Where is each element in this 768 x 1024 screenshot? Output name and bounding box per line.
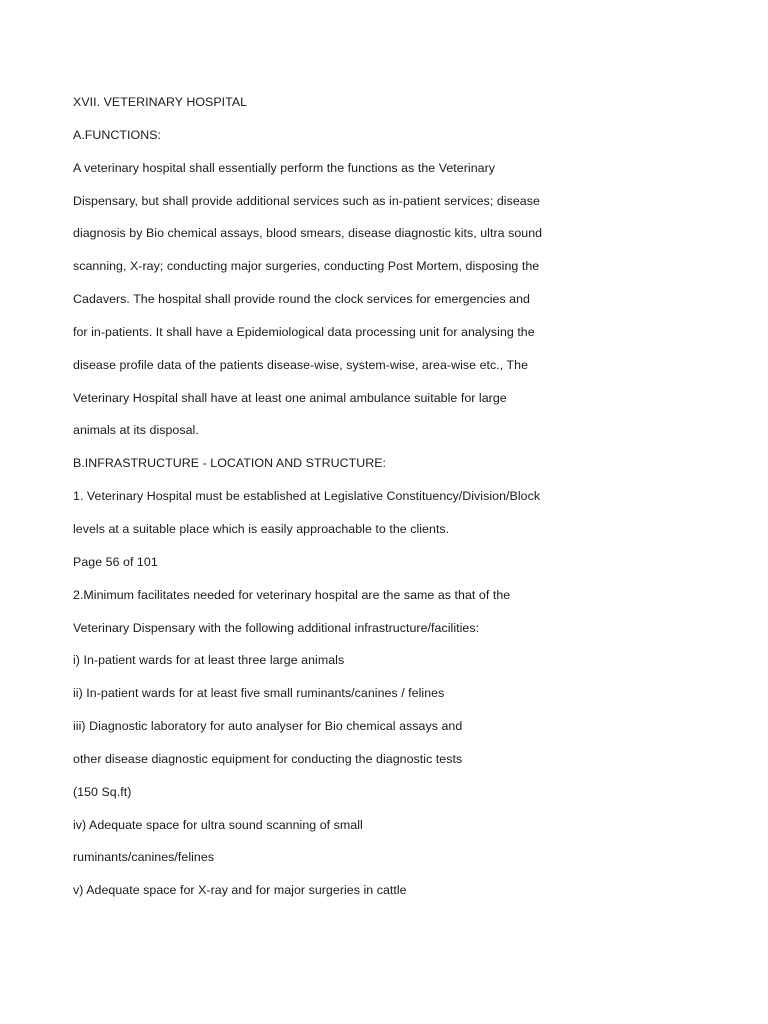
paragraph-line: for in-patients. It shall have a Epidemiological data processing unit for analysing the (73, 324, 535, 339)
list-item: iii) Diagnostic laboratory for auto analyser for Bio chemical assays and (73, 719, 463, 734)
paragraph-line: scanning, X-ray; conducting major surgeries, conducting Post Mortem, disposing the (73, 259, 540, 274)
list-item: i) In-patient wards for at least three large animals (73, 653, 345, 668)
list-item: iv) Adequate space for ultra sound scanning of small (73, 817, 363, 832)
page-number: Page 56 of 101 (73, 554, 158, 569)
list-item-continuation: levels at a suitable place which is easily approachable to the clients. (73, 521, 450, 536)
paragraph-line: Dispensary, but shall provide additional services such as in-patient services; disease (73, 193, 540, 208)
paragraph-line: disease profile data of the patients disease-wise, system-wise, area-wise etc., The (73, 357, 529, 372)
paragraph-line: Veterinary Hospital shall have at least one animal ambulance suitable for large (73, 390, 507, 405)
list-item-continuation: (150 Sq.ft) (73, 784, 132, 799)
list-item-continuation: ruminants/canines/felines (73, 850, 215, 865)
paragraph-line: A veterinary hospital shall essentially perform the functions as the Veterinary (73, 160, 496, 175)
paragraph-line: animals at its disposal. (73, 423, 199, 438)
list-item-continuation: Veterinary Dispensary with the following additional infrastructure/facilities: (73, 620, 480, 635)
paragraph-line: diagnosis by Bio chemical assays, blood smears, disease diagnostic kits, ultra sound (73, 226, 543, 241)
document-body (73, 90, 713, 911)
paragraph-line: Cadavers. The hospital shall provide round the clock services for emergencies and (73, 292, 531, 307)
subsection-heading: A.FUNCTIONS: (73, 127, 162, 142)
list-item-continuation: other disease diagnostic equipment for conducting the diagnostic tests (73, 751, 463, 766)
list-item: 1. Veterinary Hospital must be established at Legislative Constituency/Division/Block (73, 489, 541, 504)
section-heading: XVII. VETERINARY HOSPITAL (73, 95, 248, 109)
subsection-heading: B.INFRASTRUCTURE - LOCATION AND STRUCTURE: (73, 456, 387, 471)
list-item: v) Adequate space for X-ray and for major surgeries in cattle (73, 883, 407, 898)
list-item: 2.Minimum facilitates needed for veterinary hospital are the same as that of the (73, 587, 511, 602)
list-item: ii) In-patient wards for at least five small ruminants/canines / felines (73, 686, 445, 701)
